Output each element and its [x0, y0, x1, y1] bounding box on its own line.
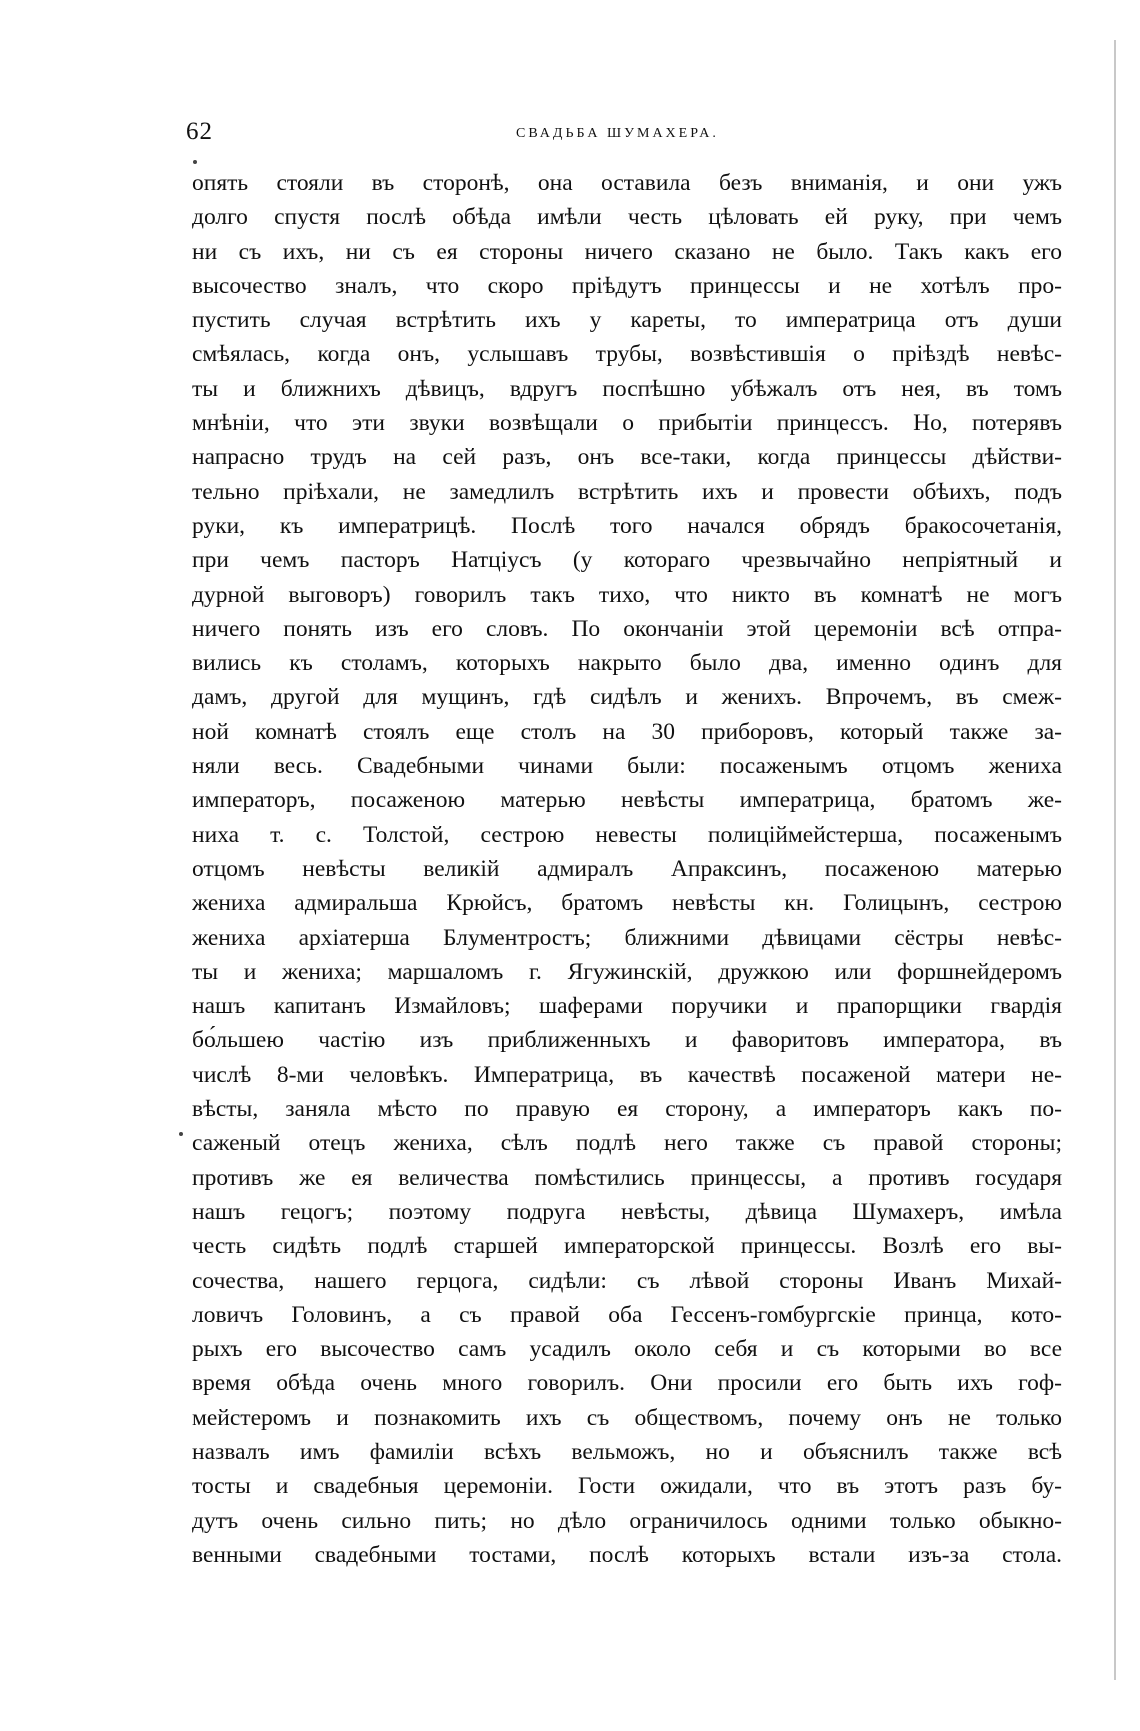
text-line: венными свадебными тостами, послѣ которыхъ встали изъ-за стола.: [192, 1541, 1062, 1568]
text-line: честь сидѣть подлѣ старшей императорской принцессы. Возлѣ его вы-: [192, 1233, 1062, 1260]
running-title: СВАДЬБА ШУМАХЕРА.: [516, 126, 719, 141]
text-line: жениха архіатерша Блументростъ; ближними дѣвицами сёстры невѣс-: [192, 924, 1062, 951]
text-line: ты и жениха; маршаломъ г. Ягужинскій, дружкою или форшнейдеромъ: [192, 958, 1062, 985]
text-line: сочества, нашего герцога, сидѣли: съ лѣвой стороны Иванъ Михай-: [192, 1267, 1062, 1294]
text-line: дурной выговоръ) говорилъ такъ тихо, что никто въ комнатѣ не могъ: [192, 581, 1062, 608]
text-line: жениха адмиральша Крюйсъ, братомъ невѣсты кн. Голицынъ, сестрою: [192, 890, 1062, 917]
text-line: пустить случая встрѣтить ихъ у кареты, то императрица отъ души: [192, 307, 1062, 334]
page-header: [186, 118, 1066, 148]
text-line: ной комнатѣ стоялъ еще столъ на 30 приборовъ, который также за-: [192, 718, 1062, 745]
scan-speck: [179, 1132, 183, 1136]
text-line: саженый отецъ жениха, сѣлъ подлѣ него также съ правой стороны;: [192, 1130, 1062, 1157]
text-line: напрасно трудъ на сей разъ, онъ все-таки, когда принцессы дѣйстви-: [192, 444, 1062, 471]
text-line: рыхъ его высочество самъ усадилъ около себя и съ которыми во все: [192, 1336, 1062, 1363]
text-line: мейстеромъ и познакомить ихъ съ обществомъ, почему онъ не только: [192, 1404, 1062, 1431]
text-line: дутъ очень сильно пить; но дѣло ограничилось одними только обыкно-: [192, 1507, 1062, 1534]
page-number: 62: [186, 118, 213, 145]
text-line: ни съ ихъ, ни съ ея стороны ничего сказано не было. Такъ какъ его: [192, 238, 1062, 265]
text-line: няли весь. Свадебными чинами были: посаженымъ отцомъ жениха: [192, 753, 1062, 780]
text-line: нашъ гецогъ; поэтому подруга невѣсты, дѣвица Шумахеръ, имѣла: [192, 1198, 1062, 1225]
text-line: вились къ столамъ, которыхъ накрыто было два, именно одинъ для: [192, 650, 1062, 677]
text-line: опять стояли въ сторонѣ, она оставила безъ вниманія, и они ужъ: [192, 170, 1062, 196]
text-line: числѣ 8-ми человѣкъ. Императрица, въ качествѣ посаженой матери не-: [192, 1061, 1062, 1088]
margin-scan-mark: [1114, 40, 1116, 1680]
text-line: время обѣда очень много говорилъ. Они просили его быть ихъ гоф-: [192, 1370, 1062, 1397]
text-line: вѣсты, заняла мѣсто по правую ея сторону, а императоръ какъ по-: [192, 1096, 1062, 1123]
text-line: тосты и свадебныя церемоніи. Гости ожидали, что въ этотъ разъ бу-: [192, 1473, 1062, 1500]
text-line: отцомъ невѣсты великій адмиралъ Апраксинъ, посаженою матерью: [192, 855, 1062, 882]
text-line: руки, къ императрицѣ. Послѣ того начался обрядъ бракосочетанія,: [192, 512, 1062, 539]
text-line: противъ же ея величества помѣстились принцессы, а противъ государя: [192, 1164, 1062, 1191]
text-line: дамъ, другой для мущинъ, гдѣ сидѣлъ и женихъ. Впрочемъ, въ смеж-: [192, 684, 1062, 711]
text-line: тельно пріѣхали, не замедлилъ встрѣтить ихъ и провести обѣихъ, подъ: [192, 478, 1062, 505]
scan-speck: [193, 160, 197, 164]
text-line: назвалъ имъ фамиліи всѣхъ вельможъ, но и объяснилъ также всѣ: [192, 1438, 1062, 1465]
text-line: бо́льшею частію изъ приближенныхъ и фаворитовъ императора, въ: [192, 1027, 1062, 1054]
text-line: императоръ, посаженою матерью невѣсты императрица, братомъ же-: [192, 787, 1062, 814]
text-line: при чемъ пасторъ Натціусъ (у котораго чрезвычайно непріятный и: [192, 547, 1062, 574]
text-line: ниха т. с. Толстой, сестрою невесты полиціймейстерша, посаженымъ: [192, 821, 1062, 848]
body-text: [192, 166, 1062, 1572]
text-line: ловичъ Головинъ, а съ правой оба Гессенъ-гомбургскіе принца, кото-: [192, 1301, 1062, 1328]
text-line: смѣялась, когда онъ, услышавъ трубы, возвѣстившія о пріѣздѣ невѣс-: [192, 341, 1062, 368]
text-line: нашъ капитанъ Измайловъ; шаферами поручики и прапорщики гвардія: [192, 993, 1062, 1020]
text-line: ты и ближнихъ дѣвицъ, вдругъ поспѣшно убѣжалъ отъ нея, въ томъ: [192, 375, 1062, 402]
text-line: долго спустя послѣ обѣда имѣли честь цѣловать ей руку, при чемъ: [192, 204, 1062, 231]
text-line: мнѣніи, что эти звуки возвѣщали о прибытіи принцессъ. Но, потерявъ: [192, 410, 1062, 437]
text-line: ничего понять изъ его словъ. По окончаніи этой церемоніи всѣ отпра-: [192, 615, 1062, 642]
text-line: высочество зналъ, что скоро пріѣдутъ принцессы и не хотѣлъ про-: [192, 272, 1062, 299]
